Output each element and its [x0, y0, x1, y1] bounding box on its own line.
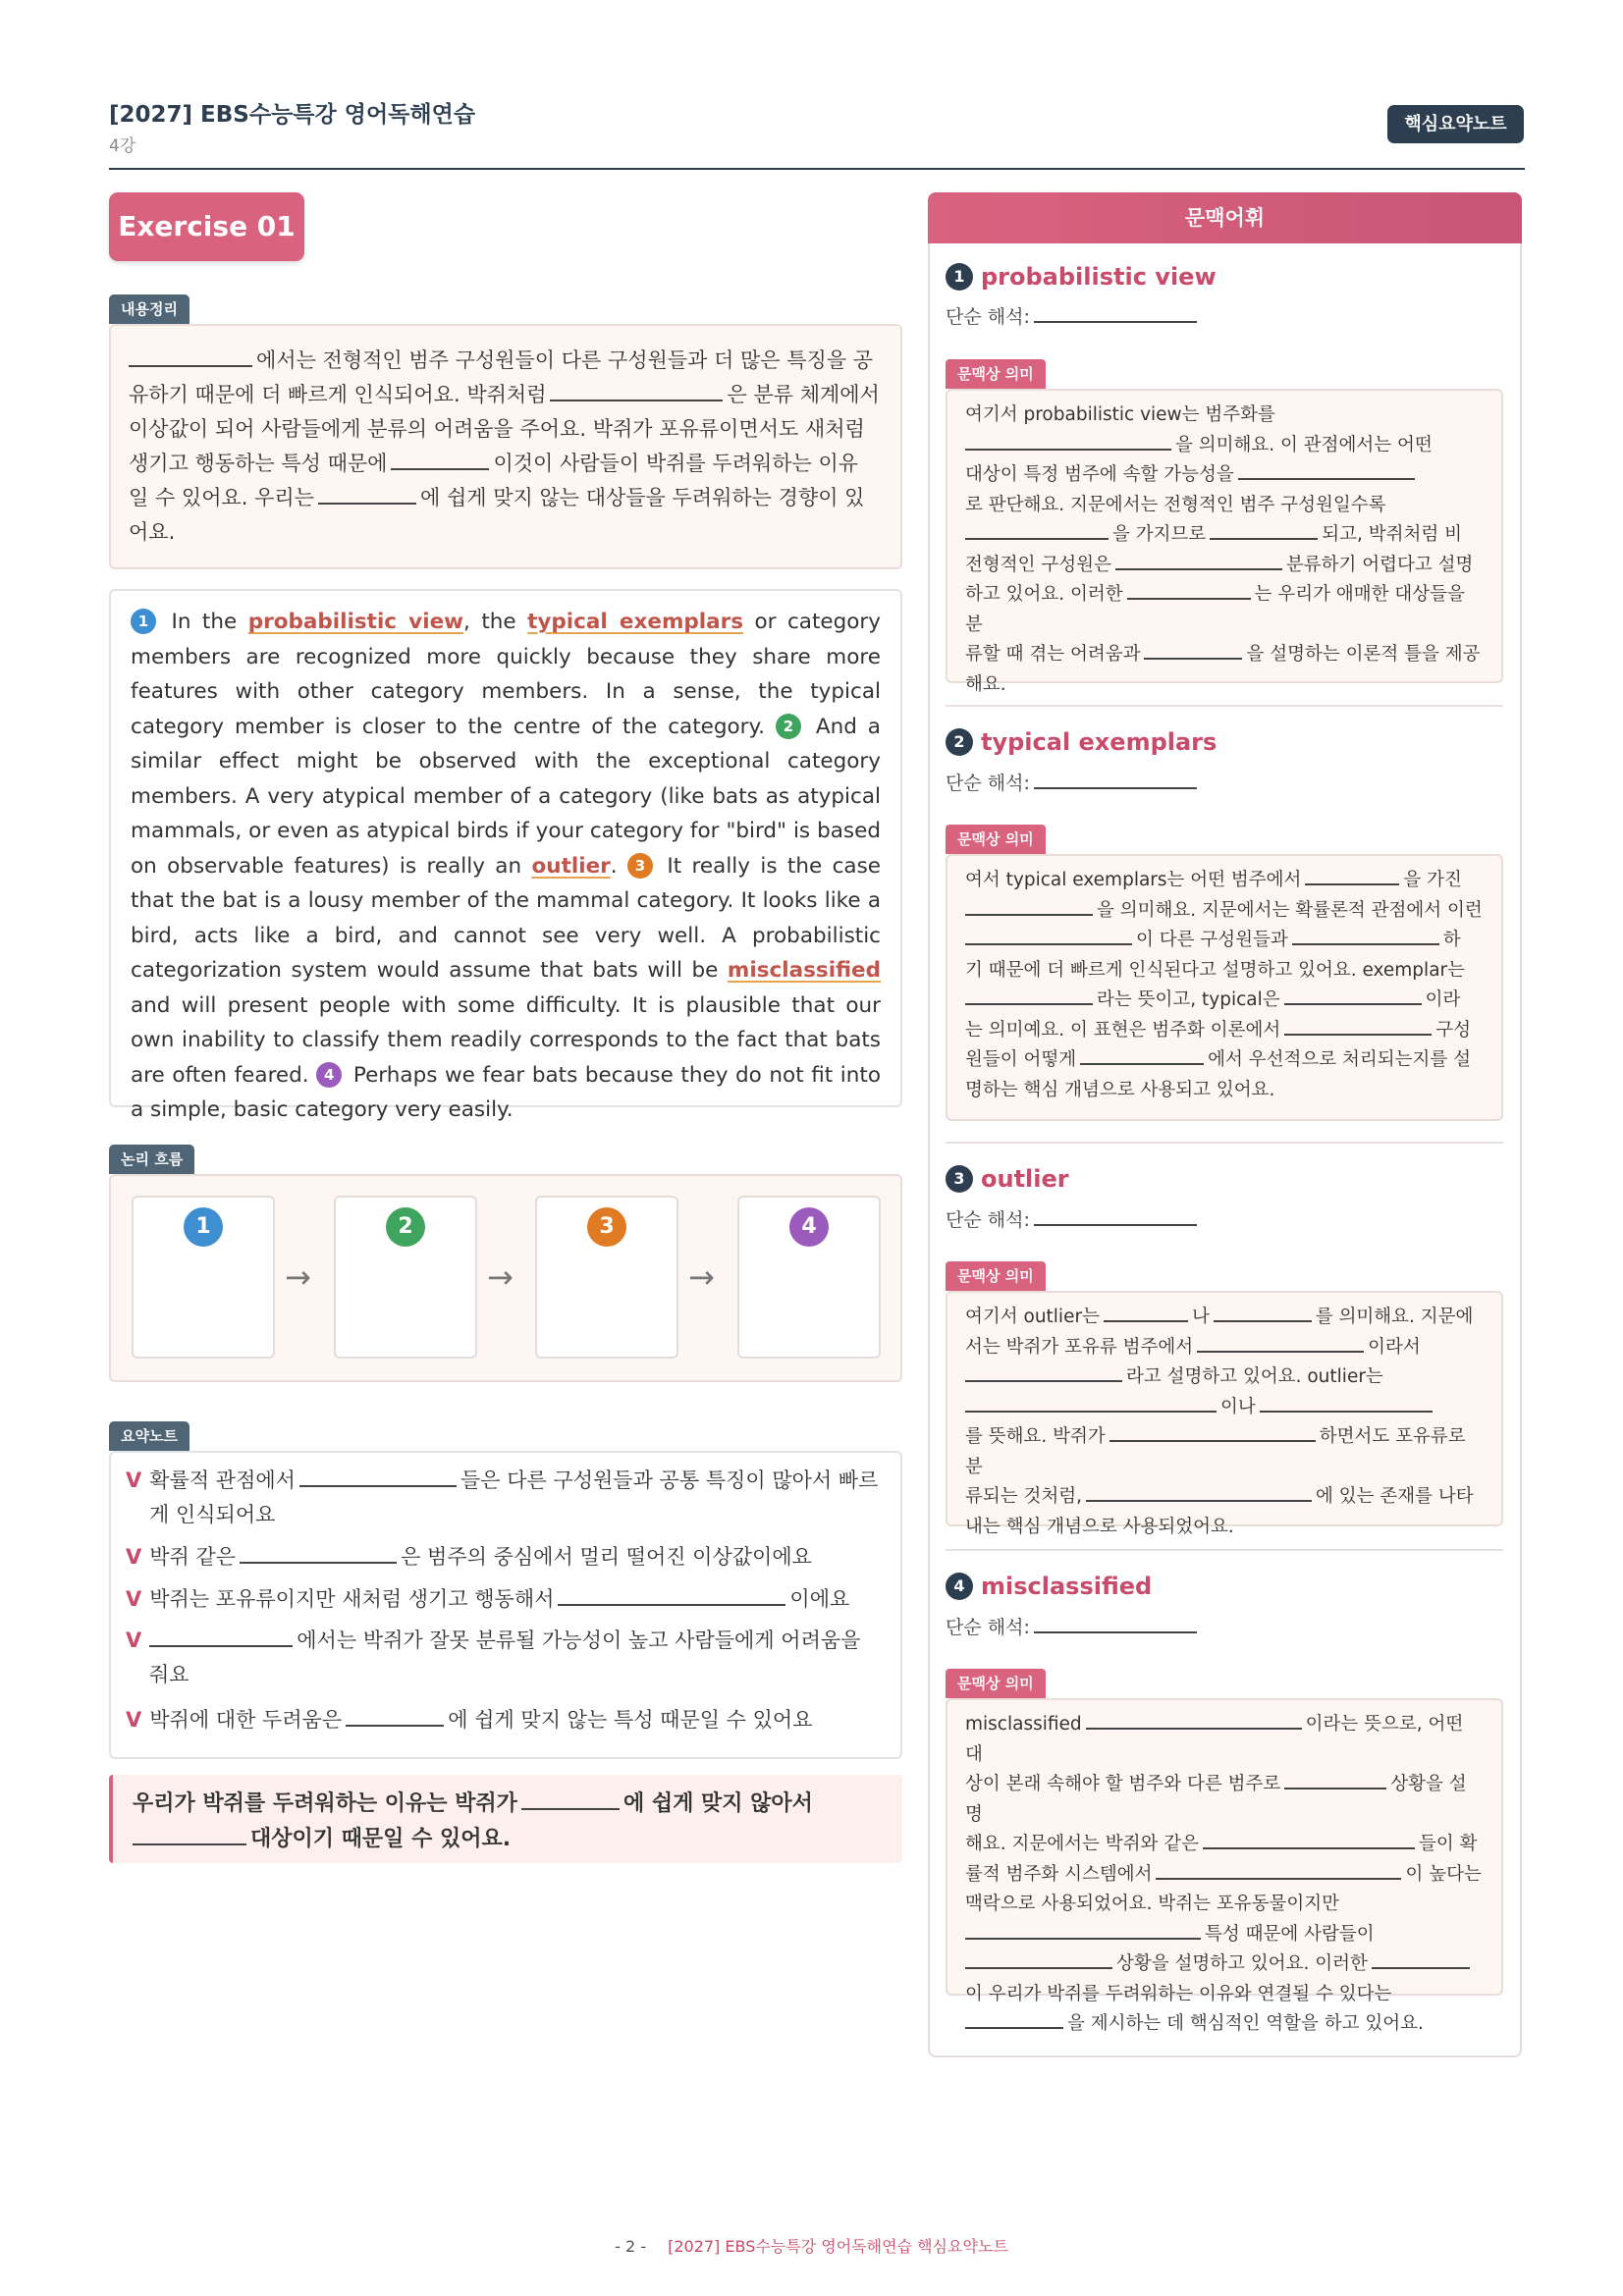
context-meaning-tag: 문맥상 의미 [946, 359, 1046, 389]
check-icon: V [126, 1587, 142, 1611]
blank[interactable] [1284, 1787, 1386, 1789]
blank[interactable] [133, 1842, 246, 1845]
arrow-icon: → [285, 1258, 311, 1296]
flow-step-3[interactable]: 3 [535, 1196, 678, 1359]
blank[interactable] [1156, 1877, 1401, 1880]
blank[interactable] [1127, 597, 1251, 600]
summary-note-tag: 요약노트 [109, 1421, 189, 1451]
blank[interactable] [240, 1561, 397, 1564]
vocab-term-1: 1 probabilistic view [946, 263, 1217, 291]
page-footer: - 2 - [2027] EBS수능특강 영어독해연습 핵심요약노트 [615, 2237, 1008, 2256]
sentence-marker-2: 2 [776, 714, 801, 739]
blank[interactable] [965, 448, 1171, 451]
blank[interactable] [558, 1603, 785, 1606]
blank[interactable] [1034, 320, 1197, 323]
blank[interactable] [965, 1410, 1217, 1413]
keyword-typical-exemplars: typical exemplars [527, 610, 744, 634]
blank[interactable] [1284, 1033, 1432, 1036]
summary-item: V 에서는 박쥐가 잘못 분류될 가능성이 높고 사람들에게 어려움을 줘요 [126, 1629, 861, 1686]
blank[interactable] [1260, 1410, 1433, 1413]
page-number: - 2 - [615, 2237, 647, 2256]
check-icon: V [126, 1708, 142, 1732]
blank[interactable] [346, 1724, 444, 1727]
keyword-misclassified: misclassified [727, 958, 881, 983]
content-summary-box [109, 324, 902, 569]
simple-translation: 단순 해석: [946, 302, 1201, 329]
blank[interactable] [965, 913, 1093, 916]
blank[interactable] [1238, 477, 1415, 480]
note-type-badge: 핵심요약노트 [1387, 105, 1524, 143]
conclusion-callout: 우리가 박쥐를 두려워하는 이유는 박쥐가 에 쉽게 맞지 않아서 대상이기 때문일 수 있어요. [109, 1775, 902, 1863]
check-icon: V [126, 1629, 142, 1652]
blank[interactable] [521, 1807, 620, 1810]
blank[interactable] [1086, 1499, 1312, 1502]
context-meaning-box: 여기서 outlier는 나 를 의미해요. 지문에 서는 박쥐가 포유류 범주에서 이라서 라고 설명하고 있어요. outlier는 이나 를 뜻해요. 박쥐가 하면서도 포유류로 분 류되는 것처럼, 에 있는 존재를 나타 내는 핵심 개념으로 사용되었어요. [946, 1291, 1503, 1526]
blank[interactable] [965, 537, 1109, 540]
sentence-marker-3: 3 [627, 853, 653, 879]
divider [946, 1142, 1503, 1144]
blank[interactable] [1372, 1966, 1470, 1969]
context-meaning-tag: 문맥상 의미 [946, 1669, 1046, 1698]
blank[interactable] [391, 467, 489, 470]
blank[interactable] [965, 1966, 1112, 1969]
check-icon: V [126, 1545, 142, 1569]
blank[interactable] [1144, 657, 1242, 660]
simple-translation: 단순 해석: [946, 769, 1201, 795]
content-summary-tag: 내용정리 [109, 294, 189, 324]
blank[interactable] [965, 1937, 1201, 1940]
summary-item: V 박쥐 같은 은 범주의 중심에서 멀리 떨어진 이상값이에요 [126, 1545, 812, 1569]
blank[interactable] [965, 1379, 1122, 1382]
vocab-term-4: 4 misclassified [946, 1573, 1152, 1600]
blank[interactable] [965, 942, 1132, 945]
context-meaning-box: 여기서 probabilistic view는 범주화를 을 의미해요. 이 관점에서는 어떤 대상이 특정 범주에 속할 가능성을 로 판단해요. 지문에서는 전형적인 범주 구성원일수록 을 가지므로 되고, 박쥐처럼 비 전형적인 구성원은 분류하기 어렵다고 설명 하고 있어요. 이러한 는 우리가 애매한 대상들을 분 류할 때 겪는 어려움과 을 설명하는 이론적 틀을 제공 해요. [946, 389, 1503, 683]
blank[interactable] [965, 2026, 1063, 2029]
english-passage: 1 In the probabilistic view, the typical exemplars or category members are recognized more quickly because they share more features with other category members. In a sense, the typical category member is closer to the centre of the category. 2 And a similar effect might be observed with the exceptional category members. A very atypical member of a category (like bats as atypical mammals, or even as atypical birds if your category for "bird" is based on observable features) is really an outlier. 3 It really is the case that the bat is a lousy member of the mammal category. It looks like a bird, acts like a bird, and cannot see very well. A probabilistic categorization system would assume that bats will be misclassified and will present people with some difficulty. It is plausible that our own inability to classify them readily corresponds to the fact that bats are often feared. 4 Perhaps we fear bats because they do not fit into a simple, basic category very easily. [109, 589, 902, 1107]
blank[interactable] [129, 364, 252, 367]
summary-item: V 박쥐는 포유류이지만 새처럼 생기고 행동해서 이에요 [126, 1587, 850, 1611]
context-meaning-tag: 문맥상 의미 [946, 825, 1046, 854]
document-title: [2027] EBS수능특강 영어독해연습 [109, 102, 476, 128]
simple-translation: 단순 해석: [946, 1205, 1201, 1232]
blank[interactable] [1292, 942, 1439, 945]
divider [946, 1549, 1503, 1551]
blank[interactable] [1109, 1439, 1316, 1442]
arrow-icon: → [487, 1258, 514, 1296]
sentence-marker-4: 4 [316, 1062, 342, 1088]
flow-step-4[interactable]: 4 [737, 1196, 881, 1359]
logic-flow-tag: 논리 흐름 [109, 1145, 194, 1174]
blank[interactable] [318, 502, 416, 505]
blank[interactable] [1086, 1727, 1302, 1730]
blank[interactable] [550, 399, 723, 401]
blank[interactable] [1197, 1350, 1364, 1353]
vocab-term-3: 3 outlier [946, 1165, 1069, 1193]
blank[interactable] [1284, 1002, 1422, 1005]
blank[interactable] [299, 1484, 457, 1487]
simple-translation: 단순 해석: [946, 1613, 1201, 1639]
blank[interactable] [1104, 1319, 1188, 1322]
header-rule [109, 168, 1525, 170]
blank[interactable] [1214, 1319, 1312, 1322]
keyword-outlier: outlier [531, 853, 611, 879]
lesson-number: 4강 [109, 136, 136, 156]
blank[interactable] [1305, 882, 1399, 885]
exercise-label: Exercise 01 [109, 192, 304, 261]
summary-item: V 확률적 관점에서 들은 다른 구성원들과 공통 특징이 많아서 빠르 게 인식되어요 [126, 1468, 879, 1526]
blank[interactable] [1034, 1630, 1197, 1633]
sentence-marker-1: 1 [131, 609, 156, 634]
blank[interactable] [1210, 537, 1318, 540]
blank[interactable] [965, 1002, 1093, 1005]
flow-step-1[interactable]: 1 [132, 1196, 275, 1359]
blank[interactable] [149, 1644, 293, 1647]
summary-item: V 박쥐에 대한 두려움은 에 쉽게 맞지 않는 특성 때문일 수 있어요 [126, 1708, 813, 1732]
blank[interactable] [1080, 1062, 1204, 1065]
check-icon: V [126, 1468, 142, 1492]
blank[interactable] [1034, 1223, 1197, 1226]
vocab-term-2: 2 typical exemplars [946, 728, 1217, 756]
blank[interactable] [1034, 786, 1197, 789]
context-meaning-box: 여서 typical exemplars는 어떤 범주에서 을 가진 을 의미해요. 지문에서는 확률론적 관점에서 이런 이 다른 구성원들과 하 기 때문에 더 빠르게 인식된다고 설명하고 있어요. exemplar는 라는 뜻이고, typical은 이라 는 의미예요. 이 표현은 범주화 이론에서 구성 원들이 어떻게 에서 우선적으로 처리되는지를 설 명하는 핵심 개념으로 사용되고 있어요. [946, 854, 1503, 1121]
context-meaning-box: misclassified 이라는 뜻으로, 어떤 대 상이 본래 속해야 할 범주와 다른 범주로 상황을 설명 해요. 지문에서는 박쥐와 같은 들이 확 률적 범주화 시스템에서 이 높다는 맥락으로 사용되었어요. 박쥐는 포유동물이지만 특성 때문에 사람들이 상황을 설명하고 있어요. 이러한 이 우리가 박쥐를 두려워하는 이유와 연결될 수 있다는 을 제시하는 데 핵심적인 역할을 하고 있어요. [946, 1698, 1503, 1996]
keyword-probabilistic-view: probabilistic view [247, 610, 464, 634]
blank[interactable] [1203, 1846, 1415, 1849]
divider [946, 705, 1503, 707]
flow-step-2[interactable]: 2 [334, 1196, 477, 1359]
vocab-panel-title: 문맥어휘 [928, 192, 1522, 243]
blank[interactable] [1115, 567, 1282, 570]
content-summary-text: 에서는 전형적인 범주 구성원들이 다른 구성원들과 더 많은 특징을 공 유하기 때문에 더 빠르게 인식되어요. 박쥐처럼 은 분류 체계에서 이상값이 되어 사람들에게 분류의 어려움을 주어요. 박쥐가 포유류이면서도 새처럼 생기고 행동하는 특성 때문에 이것이 사람들이 박쥐를 두려워하는 이유 일 수 있어요. 우리는 에 쉽게 맞지 않는 대상들을 두려워하는 경향이 있 어요. [129, 348, 880, 544]
context-meaning-tag: 문맥상 의미 [946, 1261, 1046, 1291]
arrow-icon: → [688, 1258, 715, 1296]
